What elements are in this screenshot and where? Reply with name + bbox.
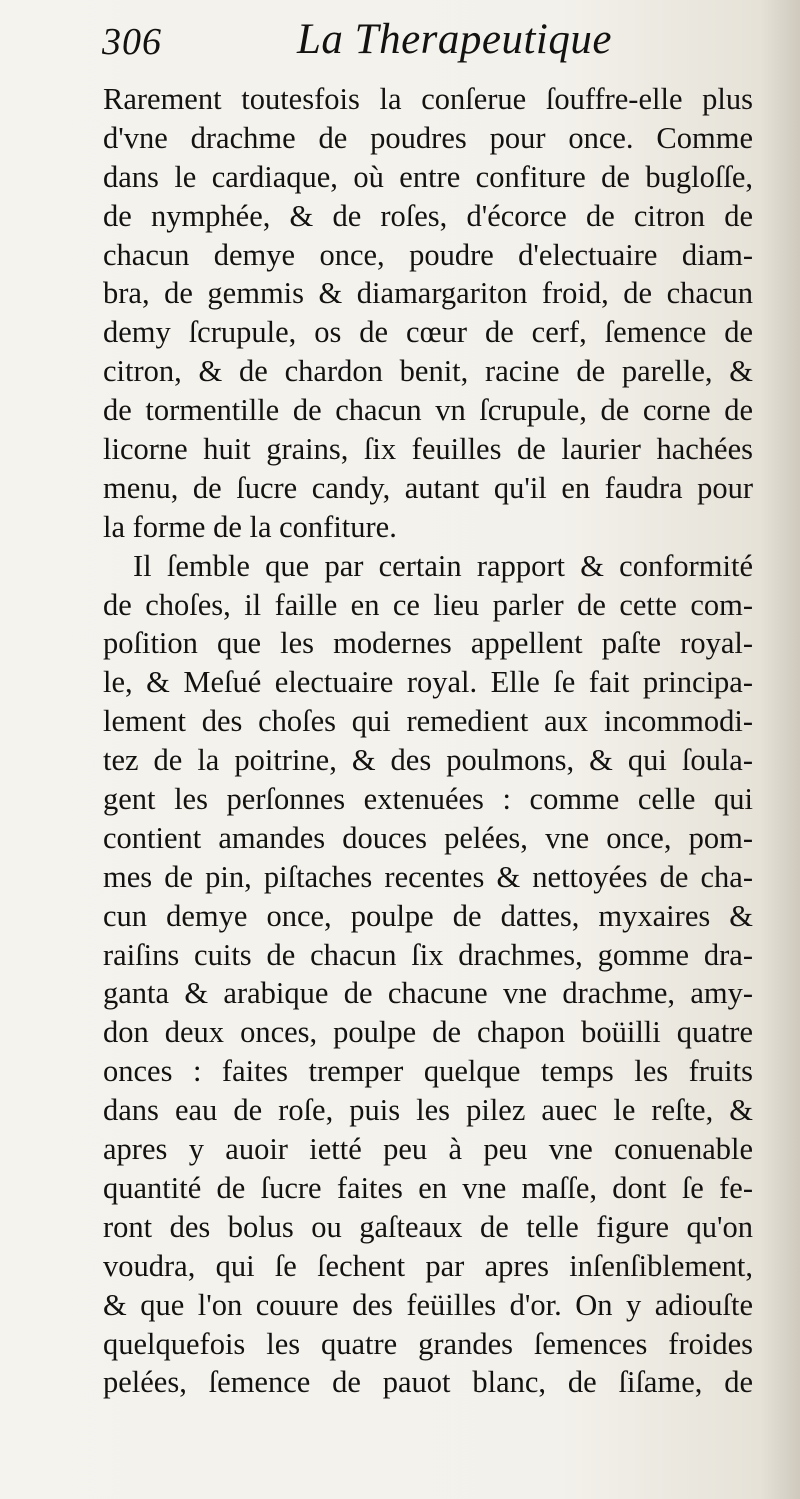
text-line: contient amandes douces pelées, vne once, pom- <box>103 820 753 855</box>
text-line: apres y auoir ietté peu à peu vne conuenable <box>103 1132 753 1167</box>
text-line: demy ſcrupule, os de cœur de cerf, ſemence de <box>103 315 753 350</box>
text-line: pelées, ſemence de pauot blanc, de ſiſame, de <box>103 1365 753 1400</box>
text-line: voudra, qui ſe ſechent par apres inſenſiblement, <box>103 1248 753 1283</box>
text-line: gent les perſonnes extenuées : comme celle qui <box>103 782 753 817</box>
text-line: & que l'on couure des feüilles d'or. On y adiouſte <box>103 1287 753 1322</box>
text-line: quantité de ſucre faites en vne maſſe, dont ſe fe- <box>103 1170 753 1205</box>
text-line: lement des choſes qui remedient aux incommodi- <box>103 704 753 739</box>
text-line: citron, & de chardon benit, racine de parelle, & <box>103 354 753 389</box>
text-line: cun demye once, poulpe de dattes, myxaires & <box>103 898 753 933</box>
page-number: 306 <box>102 21 162 63</box>
text-line: tez de la poitrine, & des poulmons, & qui ſoula- <box>103 743 753 778</box>
text-line: quelquefois les quatre grandes ſemences froides <box>103 1326 753 1361</box>
text-line: don deux onces, poulpe de chapon boüilli quatre <box>103 1015 753 1050</box>
body-text <box>103 80 753 1402</box>
text-line: licorne huit grains, ſix feuilles de laurier hachées <box>103 432 753 467</box>
text-line: onces : faites tremper quelque temps les fruits <box>103 1054 753 1089</box>
text-line: Il ſemble que par certain rapport & conformité <box>133 548 753 583</box>
text-line: poſition que les modernes appellent paſte royal- <box>103 626 753 661</box>
text-line: de tormentille de chacun vn ſcrupule, de corne de <box>103 393 753 428</box>
text-line: bra, de gemmis & diamargariton froid, de chacun <box>103 276 753 311</box>
text-line: le, & Meſué electuaire royal. Elle ſe fait principa- <box>103 665 753 700</box>
text-line: menu, de ſucre candy, autant qu'il en faudra pour <box>103 470 753 505</box>
text-line: ront des bolus ou gaſteaux de telle figure qu'on <box>103 1209 753 1244</box>
text-line: dans le cardiaque, où entre confiture de bugloſſe, <box>103 159 753 194</box>
text-line: de nymphée, & de roſes, d'écorce de citron de <box>103 198 753 233</box>
text-line: dans eau de roſe, puis les pilez auec le reſte, & <box>103 1093 753 1128</box>
text-line: chacun demye once, poudre d'electuaire diam- <box>103 237 753 272</box>
text-line: la forme de la confiture. <box>103 509 397 544</box>
text-line: ganta & arabique de chacune vne drachme, amy- <box>103 976 753 1011</box>
text-line: raiſins cuits de chacun ſix drachmes, gomme dra- <box>103 937 753 972</box>
text-line: d'vne drachme de poudres pour once. Comme <box>103 120 753 155</box>
text-line: mes de pin, piſtaches recentes & nettoyées de cha- <box>103 859 753 894</box>
running-title: La Therapeutique <box>297 16 612 63</box>
page-header <box>102 14 762 74</box>
text-line: Rarement toutesfois la conſerue ſouffre-elle plus <box>103 82 753 116</box>
text-line: de choſes, il faille en ce lieu parler de cette com- <box>103 587 753 622</box>
